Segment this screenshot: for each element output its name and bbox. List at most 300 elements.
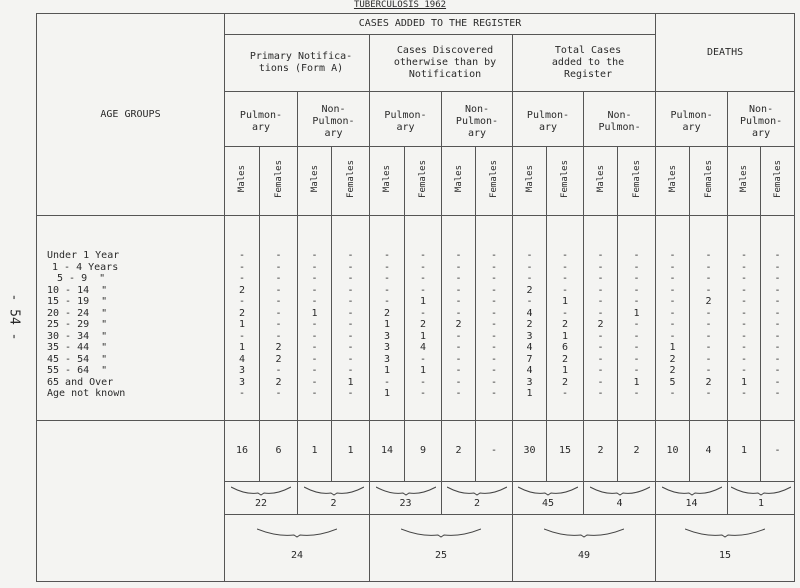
males-header: Males (728, 147, 761, 216)
data-cell: - (774, 284, 781, 296)
data-column (761, 216, 795, 421)
cases-added-header: CASES ADDED TO THE REGISTER (225, 14, 656, 35)
data-cell: - (311, 261, 318, 273)
data-cell: 3 (526, 376, 533, 388)
data-cell: 1 (383, 365, 391, 377)
data-cell: - (347, 365, 354, 377)
data-cell: - (597, 296, 604, 308)
data-cell: - (526, 250, 533, 262)
data-cell: - (490, 296, 498, 308)
column-total: 4 (690, 421, 728, 482)
data-cell: - (526, 261, 533, 273)
data-cell: - (347, 250, 354, 262)
data-cell: 2 (526, 284, 533, 296)
data-cell: - (347, 388, 354, 400)
data-cell: 3 (526, 330, 533, 342)
data-cell: 2 (669, 365, 676, 377)
data-cell: - (774, 365, 781, 377)
data-cell: - (597, 388, 604, 400)
data-cell: 1 (419, 365, 427, 377)
non-pulmonary-header: Non- Pulmon- ary (728, 92, 795, 147)
data-cell: - (597, 365, 604, 377)
data-cell: - (311, 342, 318, 354)
data-cell: 1 (419, 296, 427, 308)
males-header: Males (442, 147, 476, 216)
data-cell: - (490, 342, 498, 354)
data-cell: - (597, 284, 604, 296)
data-column (618, 216, 656, 421)
group-total-cell (225, 515, 370, 582)
pair-subtotal-cell (584, 482, 656, 515)
group-total: 49 (578, 550, 591, 561)
data-column (260, 216, 298, 421)
data-cell: 2 (275, 342, 282, 354)
data-cell: - (669, 273, 676, 285)
group-total: 24 (290, 550, 304, 561)
data-cell: - (455, 250, 462, 262)
data-cell: - (275, 296, 282, 308)
data-cell: - (238, 330, 246, 342)
data-column (476, 216, 513, 421)
brace-icon (518, 486, 578, 496)
females-header: Females (761, 147, 795, 216)
data-cell: - (419, 388, 427, 400)
pair-subtotal-cell (656, 482, 728, 515)
data-cell: - (455, 284, 462, 296)
pair-subtotal: 1 (758, 498, 765, 509)
pair-subtotal-cell (370, 482, 442, 515)
data-cell: - (774, 296, 781, 308)
brace-icon (304, 486, 364, 496)
females-header: Females (618, 147, 656, 216)
data-cell: - (238, 296, 246, 308)
data-column (332, 216, 370, 421)
data-cell: - (705, 250, 712, 262)
data-cell: - (774, 330, 781, 342)
data-cell: - (275, 307, 282, 319)
data-cell: - (490, 319, 498, 331)
data-cell: 3 (238, 365, 246, 377)
data-column (547, 216, 584, 421)
data-cell: - (275, 273, 282, 285)
data-cell: 3 (383, 330, 391, 342)
column-total: 9 (405, 421, 442, 482)
data-cell: - (705, 365, 712, 377)
data-cell: - (347, 319, 354, 331)
data-cell: 4 (238, 353, 246, 365)
data-cell: - (705, 353, 712, 365)
brace-icon (544, 528, 624, 538)
data-cell: - (275, 250, 282, 262)
data-cell: 1 (669, 342, 676, 354)
data-cell: - (633, 388, 640, 400)
data-cell: - (383, 376, 391, 388)
data-cell: 2 (705, 296, 712, 308)
brace-icon (257, 528, 337, 538)
data-cell: - (311, 319, 318, 331)
age-group-label: 20 - 24 " (47, 307, 108, 319)
data-cell: - (561, 307, 569, 319)
data-cell: - (633, 365, 640, 377)
data-cell: - (275, 330, 282, 342)
data-cell: - (455, 388, 462, 400)
data-cell: - (455, 376, 462, 388)
data-cell: - (561, 284, 569, 296)
data-cell: - (311, 284, 318, 296)
data-cell: - (347, 307, 354, 319)
brace-icon (376, 486, 436, 496)
data-cell: - (669, 307, 676, 319)
document-title: TUBERCULOSIS 1962 (353, 0, 447, 10)
group-total-cell (370, 515, 513, 582)
males-header: Males (370, 147, 405, 216)
totals-label-cell (37, 421, 225, 582)
data-cell: - (633, 319, 640, 331)
data-cell: - (419, 261, 427, 273)
pulmonary-header: Pulmon- ary (225, 92, 298, 147)
data-cell: - (490, 353, 498, 365)
data-column (690, 216, 728, 421)
data-cell: - (347, 342, 354, 354)
data-cell: 4 (526, 342, 533, 354)
data-cell: - (741, 261, 748, 273)
age-group-label: 30 - 34 " (47, 330, 108, 342)
data-cell: - (705, 330, 712, 342)
data-cell: - (455, 365, 462, 377)
data-cell: - (633, 296, 640, 308)
data-cell: - (311, 376, 318, 388)
data-cell: - (741, 330, 748, 342)
age-group-label: 15 - 19 " (47, 296, 108, 308)
data-cell: 2 (669, 353, 676, 365)
data-cell: - (455, 353, 462, 365)
data-column (656, 216, 690, 421)
column-total: 10 (656, 421, 690, 482)
data-column (298, 216, 332, 421)
data-cell: - (490, 365, 498, 377)
data-cell: - (311, 365, 318, 377)
data-cell: 1 (238, 342, 246, 354)
data-cell: - (275, 365, 282, 377)
age-group-list (37, 216, 225, 421)
data-cell: 2 (455, 319, 462, 331)
data-cell: - (561, 388, 569, 400)
data-cell: 6 (561, 342, 569, 354)
column-total: 1 (728, 421, 761, 482)
data-cell: 1 (561, 330, 569, 342)
column-total: - (476, 421, 513, 482)
pair-subtotal: 14 (685, 498, 698, 509)
data-cell: - (633, 250, 640, 262)
data-cell: - (669, 388, 676, 400)
data-cell: - (419, 273, 427, 285)
data-column (405, 216, 442, 421)
data-cell: - (347, 261, 354, 273)
data-cell: 2 (238, 307, 246, 319)
data-cell: - (669, 284, 676, 296)
data-cell: - (774, 273, 781, 285)
data-cell: - (561, 250, 569, 262)
data-cell: - (561, 261, 569, 273)
data-cell: 7 (526, 353, 533, 365)
data-cell: - (774, 376, 781, 388)
data-cell: - (455, 261, 462, 273)
data-cell: 1 (238, 319, 246, 331)
pair-subtotal-cell (298, 482, 370, 515)
data-cell: 2 (561, 353, 569, 365)
data-cell: - (741, 284, 748, 296)
data-cell: 2 (526, 319, 533, 331)
data-cell: - (455, 330, 462, 342)
data-column (370, 216, 405, 421)
column-total: 14 (370, 421, 405, 482)
males-header: Males (584, 147, 618, 216)
data-cell: - (347, 273, 354, 285)
age-group-label: 1 - 4 Years (52, 261, 119, 273)
pair-subtotal-cell (225, 482, 298, 515)
data-cell: 1 (561, 365, 569, 377)
data-cell: - (705, 273, 712, 285)
column-total: 2 (442, 421, 476, 482)
group-total-cell (656, 515, 795, 582)
data-cell: 2 (275, 353, 282, 365)
total-cases-header: Total Cases added to the Register (513, 35, 656, 92)
data-cell: - (597, 273, 604, 285)
column-total: 6 (260, 421, 298, 482)
data-cell: - (597, 307, 604, 319)
data-cell: 4 (419, 342, 427, 354)
age-groups-header: AGE GROUPS (37, 14, 225, 216)
age-group-label: 65 and Over (47, 376, 114, 388)
data-cell: - (347, 296, 354, 308)
data-cell: 1 (561, 296, 569, 308)
data-cell: 1 (419, 330, 427, 342)
data-cell: - (705, 284, 712, 296)
data-cell: - (490, 261, 498, 273)
males-header: Males (298, 147, 332, 216)
data-cell: - (275, 261, 282, 273)
age-group-label: 45 - 54 " (47, 353, 108, 365)
tuberculosis-table (36, 13, 795, 582)
data-cell: 2 (275, 376, 282, 388)
data-cell: 3 (383, 353, 391, 365)
brace-icon (731, 486, 791, 496)
data-cell: - (633, 261, 640, 273)
column-total: 30 (513, 421, 547, 482)
males-header: Males (225, 147, 260, 216)
page-number: - 54 - (6, 293, 22, 341)
data-cell: - (705, 342, 712, 354)
data-cell: - (741, 319, 748, 331)
data-cell: - (490, 284, 498, 296)
females-header: Females (547, 147, 584, 216)
data-cell: - (774, 342, 781, 354)
data-cell: - (741, 250, 748, 262)
data-cell: - (311, 250, 318, 262)
data-cell: - (669, 330, 676, 342)
pair-subtotal: 45 (541, 498, 555, 509)
data-cell: - (705, 319, 712, 331)
data-cell: - (275, 284, 282, 296)
data-cell: - (419, 376, 427, 388)
data-cell: 2 (419, 319, 427, 331)
age-group-label: Age not known (47, 388, 126, 400)
data-cell: - (633, 273, 640, 285)
column-total: 15 (547, 421, 584, 482)
data-cell: 1 (311, 307, 318, 319)
pair-subtotal-cell (728, 482, 795, 515)
group-total: 25 (434, 550, 448, 561)
data-cell: - (490, 250, 498, 262)
age-group-label: 10 - 14 " (47, 284, 108, 296)
age-group-label: 5 - 9 " (57, 273, 106, 285)
data-cell: - (741, 353, 748, 365)
non-pulmonary-header: Non- Pulmon- ary (298, 92, 370, 147)
column-total: 1 (298, 421, 332, 482)
non-pulmonary-header: Non- Pulmon- (584, 92, 656, 147)
data-cell: - (419, 353, 427, 365)
data-cell: - (311, 388, 318, 400)
cases-discovered-header: Cases Discovered otherwise than by Notification (370, 35, 513, 92)
data-cell: 1 (383, 388, 391, 400)
data-cell: - (633, 284, 640, 296)
brace-icon (685, 528, 765, 538)
data-cell: - (455, 307, 462, 319)
data-cell: - (597, 376, 604, 388)
data-cell: - (419, 284, 427, 296)
data-cell: - (597, 330, 604, 342)
females-header: Females (260, 147, 298, 216)
age-group-label: 35 - 44 " (47, 342, 108, 354)
data-cell: - (669, 250, 676, 262)
data-cell: - (238, 273, 246, 285)
column-total: 2 (584, 421, 618, 482)
females-header: Females (690, 147, 728, 216)
data-cell: - (633, 353, 640, 365)
data-cell: - (347, 330, 354, 342)
data-cell: - (774, 353, 781, 365)
data-cell: - (311, 296, 318, 308)
data-cell: - (774, 319, 781, 331)
data-cell: - (741, 307, 748, 319)
pair-subtotal-cell (442, 482, 513, 515)
data-cell: 3 (383, 342, 391, 354)
data-cell: - (774, 261, 781, 273)
data-column (225, 216, 260, 421)
data-cell: - (705, 388, 712, 400)
data-cell: - (419, 307, 427, 319)
data-cell: - (238, 261, 246, 273)
data-cell: - (774, 388, 781, 400)
brace-icon (590, 486, 650, 496)
data-cell: - (490, 376, 498, 388)
data-column (728, 216, 761, 421)
data-cell: 2 (561, 376, 569, 388)
data-cell: - (597, 261, 604, 273)
column-total: 16 (225, 421, 260, 482)
pair-subtotal: 2 (330, 498, 337, 509)
brace-icon (401, 528, 481, 538)
column-total: - (761, 421, 795, 482)
data-cell: 2 (561, 319, 569, 331)
pulmonary-header: Pulmon- ary (656, 92, 728, 147)
data-cell: 1 (526, 388, 533, 400)
data-cell: 2 (383, 307, 391, 319)
data-cell: - (383, 273, 391, 285)
data-cell: - (347, 353, 354, 365)
data-cell: - (347, 284, 354, 296)
data-cell: - (490, 273, 498, 285)
data-cell: - (383, 284, 391, 296)
brace-icon (231, 486, 291, 496)
age-group-label: Under 1 Year (47, 250, 120, 262)
data-column (442, 216, 476, 421)
females-header: Females (405, 147, 442, 216)
data-cell: - (383, 261, 391, 273)
data-cell: - (455, 296, 462, 308)
data-cell: - (705, 261, 712, 273)
non-pulmonary-header: Non- Pulmon- ary (442, 92, 513, 147)
pair-subtotal: 2 (473, 498, 481, 509)
pair-subtotal: 23 (399, 498, 412, 509)
brace-icon (447, 486, 507, 496)
age-group-label: 25 - 29 " (47, 319, 108, 331)
data-cell: - (490, 330, 498, 342)
data-cell: - (774, 250, 781, 262)
data-cell: - (275, 319, 282, 331)
group-total: 15 (719, 550, 732, 561)
pulmonary-header: Pulmon- ary (513, 92, 584, 147)
column-total: 1 (332, 421, 370, 482)
data-cell: 3 (238, 376, 246, 388)
data-cell: - (597, 342, 604, 354)
data-cell: 1 (633, 376, 640, 388)
data-cell: - (383, 250, 391, 262)
deaths-header: DEATHS (656, 14, 795, 92)
data-cell: - (741, 365, 748, 377)
group-total-cell (513, 515, 656, 582)
data-cell: 1 (347, 376, 354, 388)
females-header: Females (476, 147, 513, 216)
data-cell: - (455, 342, 462, 354)
males-header: Males (513, 147, 547, 216)
data-cell: - (526, 273, 533, 285)
data-cell: - (238, 388, 246, 400)
data-cell: - (669, 319, 676, 331)
data-cell: - (490, 307, 498, 319)
males-header: Males (656, 147, 690, 216)
data-cell: - (561, 273, 569, 285)
pulmonary-header: Pulmon- ary (370, 92, 442, 147)
data-cell: 4 (526, 365, 533, 377)
age-group-label: 55 - 64 " (47, 365, 108, 377)
data-cell: - (383, 296, 391, 308)
data-cell: 2 (238, 284, 246, 296)
data-column (584, 216, 618, 421)
data-cell: 4 (526, 307, 533, 319)
column-total: 2 (618, 421, 656, 482)
data-cell: - (669, 261, 676, 273)
data-cell: - (741, 342, 748, 354)
data-cell: - (669, 296, 676, 308)
data-cell: 1 (383, 319, 391, 331)
pair-subtotal-cell (513, 482, 584, 515)
pair-subtotal: 4 (616, 498, 623, 509)
data-cell: - (741, 273, 748, 285)
data-cell: - (597, 353, 604, 365)
data-cell: 2 (597, 319, 604, 331)
data-cell: - (275, 388, 282, 400)
